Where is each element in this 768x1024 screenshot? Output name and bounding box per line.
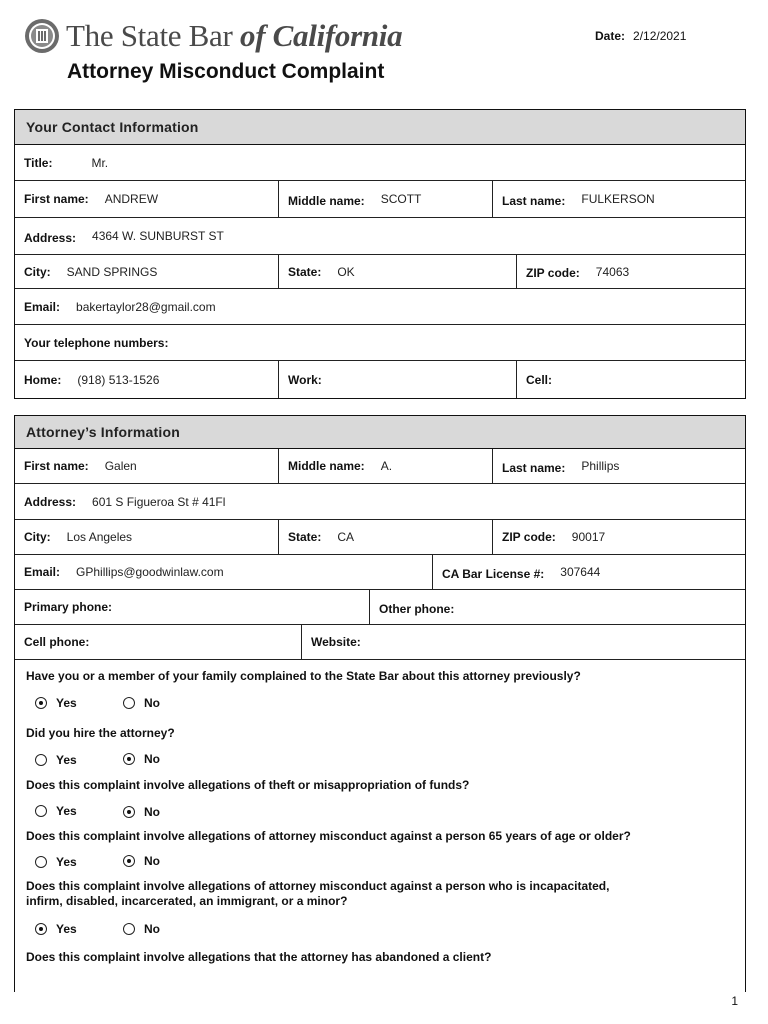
attorney-cell-row (15, 625, 745, 660)
attorney-first-name-field[interactable]: First name: Galen (24, 459, 137, 473)
date-value[interactable]: 2/12/2021 (633, 29, 687, 43)
email-field[interactable]: Email: bakertaylor28@gmail.com (24, 299, 216, 314)
contact-address-row (15, 218, 745, 255)
radio-no-q3[interactable] (123, 806, 135, 818)
attorney-city-row (15, 520, 745, 555)
questions-area (15, 660, 745, 990)
city-field[interactable]: City: SAND SPRINGS (24, 264, 158, 279)
attorney-name-row (15, 449, 745, 484)
attorney-section (14, 415, 746, 992)
contact-heading: Your Contact Information (15, 110, 745, 145)
attorney-address-field[interactable]: Address: 601 S Figueroa St # 41Fl (24, 494, 226, 509)
radio-no-q1[interactable] (123, 697, 135, 709)
attorney-website-field[interactable]: Website: (301, 625, 745, 659)
last-name-field[interactable]: Last name: FULKERSON (492, 181, 745, 217)
radio-no-q2[interactable] (123, 753, 135, 765)
q2-yes-option[interactable]: Yes (35, 753, 77, 767)
page-title: Attorney Misconduct Complaint (67, 60, 385, 83)
page-number: 1 (731, 994, 738, 1008)
home-phone-field[interactable]: Home: (918) 513-1526 (24, 372, 160, 387)
attorney-heading: Attorney’s Information (15, 416, 745, 449)
attorney-city-field[interactable]: City: Los Angeles (24, 530, 133, 544)
attorney-primary-phone-field[interactable]: Primary phone: (24, 600, 113, 614)
brand-wordmark: The State Bar of California (66, 18, 403, 53)
q1-no-option[interactable]: No (123, 696, 160, 710)
attorney-last-name-field[interactable]: Last name: Phillips (492, 449, 745, 483)
radio-yes-q3[interactable] (35, 805, 47, 817)
attorney-email-row (15, 555, 745, 590)
radio-yes-q4[interactable] (35, 856, 47, 868)
attorney-zip-field[interactable]: ZIP code: 90017 (492, 520, 745, 554)
question-abandoned: Does this complaint involve allegations that the attorney has abandoned a client? (26, 950, 492, 964)
contact-name-row (15, 181, 745, 218)
attorney-address-row (15, 484, 745, 520)
radio-no-q4[interactable] (123, 855, 135, 867)
q5-no-option[interactable]: No (123, 922, 160, 936)
radio-yes-q2[interactable] (35, 754, 47, 766)
date-field (595, 29, 686, 43)
attorney-cell-phone-field[interactable]: Cell phone: (24, 635, 90, 649)
address-field[interactable]: Address: 4364 W. SUNBURST ST (24, 229, 224, 245)
ca-bar-license-field[interactable]: CA Bar License #: 307644 (432, 555, 745, 589)
attorney-state-field[interactable]: State: CA (278, 520, 492, 554)
contact-city-row (15, 255, 745, 289)
zip-field[interactable]: ZIP code: 74063 (516, 255, 745, 288)
q5-yes-option[interactable]: Yes (35, 922, 77, 936)
contact-phones-heading-row (15, 325, 745, 361)
attorney-other-phone-field[interactable]: Other phone: (369, 590, 745, 624)
attorney-middle-name-field[interactable]: Middle name: A. (278, 449, 492, 483)
first-name-field[interactable]: First name: ANDREW (24, 192, 159, 206)
q2-no-option[interactable]: No (123, 752, 160, 766)
contact-phones-row (15, 361, 745, 398)
date-label: Date: (595, 29, 626, 43)
contact-title-row (15, 145, 745, 181)
radio-yes-q5[interactable] (35, 923, 47, 935)
q3-no-option[interactable]: No (123, 805, 160, 819)
question-theft: Does this complaint involve allegations of theft or misappropriation of funds? (26, 778, 470, 792)
contact-section (14, 109, 746, 399)
state-field[interactable]: State: OK (278, 255, 516, 288)
q4-yes-option[interactable]: Yes (35, 855, 77, 869)
radio-yes-q1[interactable] (35, 697, 47, 709)
question-vulnerable: Does this complaint involve allegations of attorney misconduct against a person who is incapacitated, infirm, disabled, incarcerated, an immigrant, or a minor? (26, 879, 610, 908)
radio-no-q5[interactable] (123, 923, 135, 935)
question-prior-complaint: Have you or a member of your family complained to the State Bar about this attorney previously? (26, 669, 581, 683)
q1-yes-option[interactable]: Yes (35, 696, 77, 710)
telephone-numbers-label: Your telephone numbers: (24, 335, 169, 350)
question-hired-attorney: Did you hire the attorney? (26, 726, 175, 740)
contact-email-row (15, 289, 745, 325)
state-bar-seal-icon (24, 18, 60, 54)
q3-yes-option[interactable]: Yes (35, 804, 77, 818)
work-phone-field[interactable]: Work: (278, 361, 516, 398)
title-field[interactable]: Title: Mr. (24, 155, 109, 170)
q4-no-option[interactable]: No (123, 854, 160, 868)
cell-phone-field[interactable]: Cell: (516, 361, 745, 398)
middle-name-field[interactable]: Middle name: SCOTT (278, 181, 492, 217)
attorney-phone-row (15, 590, 745, 625)
question-elder: Does this complaint involve allegations of attorney misconduct against a person 65 years of age or older? (26, 829, 631, 843)
attorney-email-field[interactable]: Email: GPhillips@goodwinlaw.com (24, 565, 224, 579)
